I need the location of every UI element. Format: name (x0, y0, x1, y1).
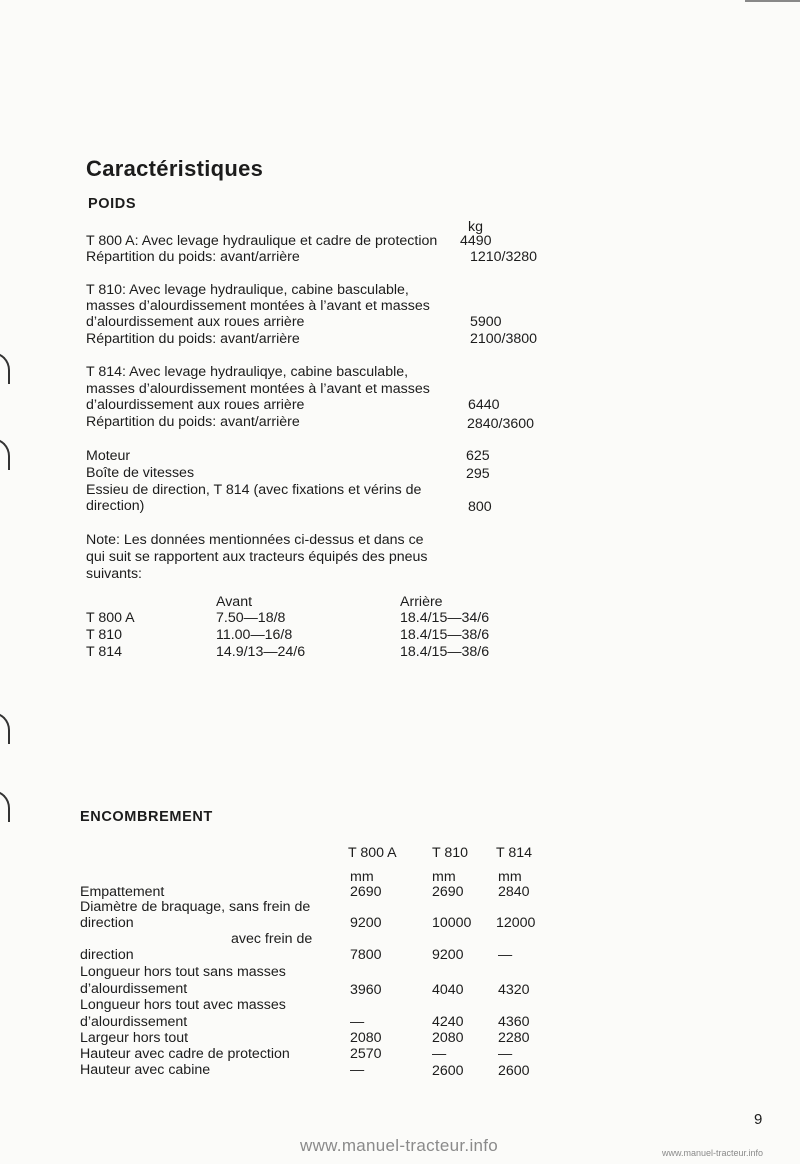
column-header: T 814 (496, 845, 533, 861)
weight-line-value: 1210/3280 (470, 249, 538, 265)
note-line: Note: Les données mentionnées ci-dessus et dans ce (86, 532, 424, 548)
unit-mm: mm (498, 869, 522, 885)
unit-mm: mm (432, 869, 456, 885)
dimension-value: — (498, 1046, 513, 1062)
tyre-front: 11.00—16/8 (216, 627, 293, 643)
dimension-value: 2080 (350, 1030, 382, 1046)
dimension-value: 12000 (496, 915, 536, 931)
section-heading-poids: POIDS (88, 196, 137, 212)
page-corner-mark (745, 0, 800, 10)
dimension-label: direction (80, 915, 134, 931)
dimension-label: Empattement (80, 884, 165, 900)
dimension-value: 2840 (498, 884, 530, 900)
tyre-front: 14.9/13—24/6 (216, 644, 306, 660)
weight-line-text: masses d’alourdissement montées à l’avant et masses (86, 381, 430, 397)
dimension-value: 4240 (432, 1014, 464, 1030)
page-number: 9 (754, 1111, 763, 1128)
weight-line-value: 625 (466, 448, 490, 464)
dimension-label: direction (80, 947, 134, 963)
weight-line-text: Moteur (86, 448, 131, 464)
dimension-value: 2570 (350, 1046, 382, 1062)
binder-hole (0, 352, 10, 384)
dimension-label: Longueur hors tout sans masses (80, 964, 286, 980)
section-heading-encombrement: ENCOMBREMENT (80, 809, 213, 825)
weight-line-value: 2840/3600 (467, 416, 535, 432)
weight-line-text: d’alourdissement aux roues arrière (86, 314, 305, 330)
dimension-value: 4360 (498, 1014, 530, 1030)
tyre-header-avant: Avant (216, 594, 253, 610)
tyre-model: T 814 (86, 644, 123, 660)
dimension-label: Hauteur avec cadre de protection (80, 1046, 290, 1062)
dimension-value: 10000 (432, 915, 472, 931)
binder-hole (0, 790, 10, 822)
unit-kg: kg (468, 219, 483, 235)
dimension-value: 4040 (432, 982, 464, 998)
weight-line-text: T 810: Avec levage hydraulique, cabine basculable, (86, 282, 409, 298)
dimension-value: 7800 (350, 947, 382, 963)
weight-line-text: Répartition du poids: avant/arrière (86, 249, 300, 265)
binder-hole (0, 712, 10, 744)
weight-line-value: 4490 (460, 233, 492, 249)
dimension-value: 3960 (350, 982, 382, 998)
dimension-label: avec frein de (231, 931, 313, 947)
weight-line-text: Essieu de direction, T 814 (avec fixations et vérins de (86, 482, 422, 498)
unit-mm: mm (350, 869, 374, 885)
dimension-value: 9200 (432, 947, 464, 963)
weight-line-value: 800 (468, 499, 492, 515)
page-title: Caractéristiques (86, 156, 264, 181)
weight-line-text: direction) (86, 498, 145, 514)
weight-line-text: T 814: Avec levage hydrauliqye, cabine basculable, (86, 364, 409, 380)
footer-watermark-url: www.manuel-tracteur.info (300, 1136, 499, 1155)
tyre-model: T 810 (86, 627, 123, 643)
weight-line-value: 5900 (470, 314, 502, 330)
weight-line-text: d’alourdissement aux roues arrière (86, 397, 305, 413)
dimension-label: Hauteur avec cabine (80, 1062, 211, 1078)
note-line: suivants: (86, 566, 142, 582)
weight-line-value: 2100/3800 (470, 331, 538, 347)
tyre-rear: 18.4/15—34/6 (400, 610, 490, 626)
dimension-value: 2280 (498, 1030, 530, 1046)
tyre-header-arriere: Arrière (400, 594, 443, 610)
column-header: T 800 A (348, 845, 397, 861)
weight-line-text: masses d’alourdissement montées à l’avant et masses (86, 298, 430, 314)
dimension-value: — (350, 1014, 365, 1030)
dimension-label: Longueur hors tout avec masses (80, 997, 286, 1013)
dimension-value: — (350, 1062, 365, 1078)
dimension-label: Diamètre de braquage, sans frein de (80, 899, 311, 915)
tyre-front: 7.50—18/8 (216, 610, 286, 626)
dimension-value: — (432, 1046, 447, 1062)
weight-line-text: Boîte de vitesses (86, 465, 195, 481)
dimension-value: 9200 (350, 915, 382, 931)
dimension-value: — (498, 947, 513, 963)
weight-line-text: Répartition du poids: avant/arrière (86, 414, 300, 430)
dimension-value: 2600 (498, 1063, 530, 1079)
dimension-value: 4320 (498, 982, 530, 998)
tyre-rear: 18.4/15—38/6 (400, 644, 490, 660)
dimension-label: d’alourdissement (80, 1014, 188, 1030)
dimension-value: 2080 (432, 1030, 464, 1046)
dimension-label: d’alourdissement (80, 981, 188, 997)
tyre-rear: 18.4/15—38/6 (400, 627, 490, 643)
weight-line-value: 295 (466, 466, 490, 482)
dimension-value: 2690 (432, 884, 464, 900)
dimension-value: 2690 (350, 884, 382, 900)
dimension-value: 2600 (432, 1063, 464, 1079)
tyre-model: T 800 A (86, 610, 135, 626)
column-header: T 810 (432, 845, 469, 861)
dimension-label: Largeur hors tout (80, 1030, 189, 1046)
binder-hole (0, 438, 10, 470)
weight-line-text: T 800 A: Avec levage hydraulique et cadre de protection (86, 233, 438, 249)
footer-watermark-url-small: www.manuel-tracteur.info (662, 1148, 764, 1158)
weight-line-text: Répartition du poids: avant/arrière (86, 331, 300, 347)
weight-line-value: 6440 (468, 397, 500, 413)
note-line: qui suit se rapportent aux tracteurs équipés des pneus (86, 549, 428, 565)
